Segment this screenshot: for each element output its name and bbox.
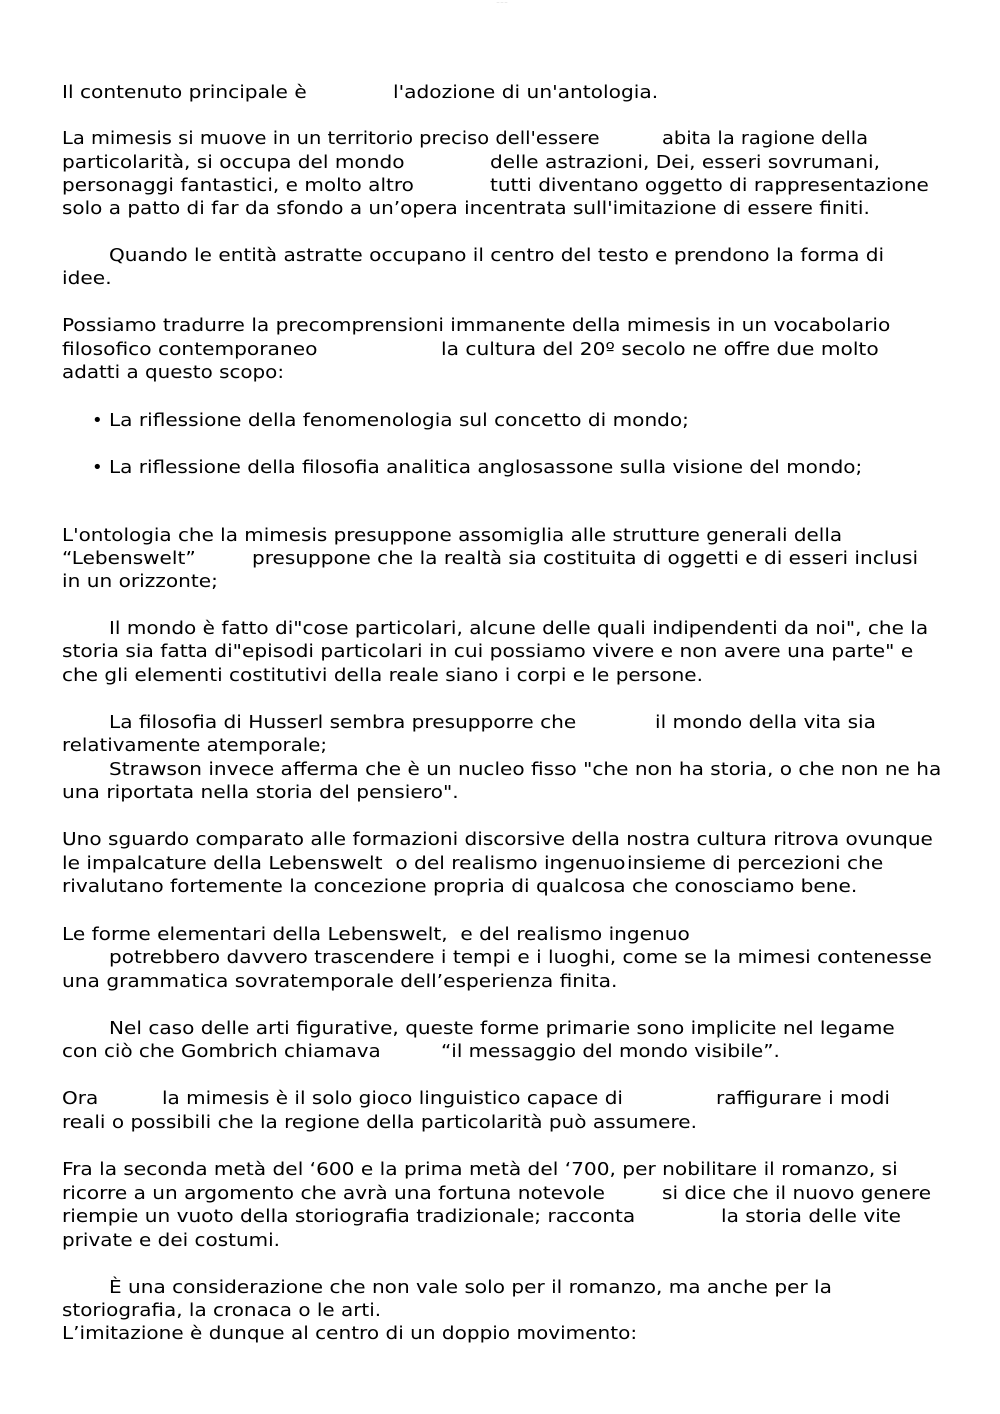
text-segment: riempie un vuoto della storiografia tradizionale; racconta bbox=[62, 1206, 636, 1227]
text-segment: Il mondo è fatto di"cose particolari, alcune delle quali indipendenti da noi", che la bbox=[109, 618, 929, 639]
text-segment: storiografia, la cronaca o le arti. bbox=[62, 1300, 382, 1321]
text-segment: La riflessione della fenomenologia sul concetto di mondo; bbox=[109, 410, 689, 431]
text-segment: La mimesis si muove in un territorio preciso dell'essere bbox=[62, 128, 600, 149]
text-segment: si dice che il nuovo genere bbox=[662, 1183, 932, 1204]
text-segment: relativamente atemporale; bbox=[62, 735, 328, 756]
text-segment: potrebbero davvero trascendere i tempi e i luoghi, come se la mimesi contenesse bbox=[109, 947, 932, 968]
text-segment: che gli elementi costitutivi della reale siano i corpi e le persone. bbox=[62, 665, 703, 686]
text-segment: reali o possibili che la regione della particolarità può assumere. bbox=[62, 1112, 697, 1133]
text-segment: La riflessione della filosofia analitica anglosassone sulla visione del mondo; bbox=[109, 457, 863, 478]
text-segment: Il contenuto principale è bbox=[62, 82, 307, 103]
text-segment: abita la ragione della bbox=[662, 128, 869, 149]
text-segment: Possiamo tradurre la precomprensioni immanente della mimesis in un vocabolario bbox=[62, 315, 891, 336]
text-segment: storia sia fatta di"episodi particolari in cui possiamo vivere e non avere una parte" e bbox=[62, 641, 914, 662]
text-segment: private e dei costumi. bbox=[62, 1230, 281, 1251]
text-segment: filosofico contemporaneo bbox=[62, 339, 318, 360]
text-segment: una riportata nella storia del pensiero". bbox=[62, 782, 459, 803]
text-segment: Uno sguardo comparato alle formazioni discorsive della nostra cultura ritrova ovunque bbox=[62, 829, 933, 850]
bullet-marker: • bbox=[92, 457, 103, 478]
text-segment: idee. bbox=[62, 268, 112, 289]
text-segment: È una considerazione che non vale solo per il romanzo, ma anche per la bbox=[109, 1277, 832, 1298]
text-segment: adatti a questo scopo: bbox=[62, 362, 285, 383]
text-segment: rivalutano fortemente la concezione propria di qualcosa che conosciamo bene. bbox=[62, 876, 858, 897]
text-segment: in un orizzonte; bbox=[62, 571, 218, 592]
text-segment: presuppone che la realtà sia costituita di oggetti e di esseri inclusi bbox=[252, 548, 919, 569]
header-mark: — — — bbox=[496, 0, 508, 4]
text-segment: la mimesis è il solo gioco linguistico capace di bbox=[162, 1088, 623, 1109]
text-segment: con ciò che Gombrich chiamava bbox=[62, 1041, 381, 1062]
text-segment: il mondo della vita sia bbox=[655, 712, 876, 733]
text-segment: una grammatica sovratemporale dell’esperienza finita. bbox=[62, 971, 618, 992]
text-segment: la storia delle vite bbox=[721, 1206, 902, 1227]
text-segment: L’imitazione è dunque al centro di un doppio movimento: bbox=[62, 1323, 638, 1344]
text-segment: La filosofia di Husserl sembra presupporre che bbox=[109, 712, 577, 733]
text-segment: raffigurare i modi bbox=[716, 1088, 890, 1109]
text-segment: L'ontologia che la mimesis presuppone assomiglia alle strutture generali della bbox=[62, 525, 843, 546]
text-segment: le impalcature della Lebenswelt o del realismo ingenuo bbox=[62, 853, 626, 874]
text-segment: Le forme elementari della Lebenswelt, e del realismo ingenuo bbox=[62, 924, 690, 945]
text-segment: Fra la seconda metà del ‘600 e la prima metà del ‘700, per nobilitare il romanzo, si bbox=[62, 1159, 898, 1180]
text-segment: l'adozione di un'antologia. bbox=[393, 82, 659, 103]
bullet-marker: • bbox=[92, 410, 103, 431]
text-segment: Nel caso delle arti figurative, queste forme primarie sono implicite nel legame bbox=[109, 1018, 895, 1039]
text-segment: personaggi fantastici, e molto altro bbox=[62, 175, 414, 196]
text-segment: ricorre a un argomento che avrà una fortuna notevole bbox=[62, 1183, 606, 1204]
text-segment: solo a patto di far da sfondo a un’opera incentrata sull'imitazione di essere finiti. bbox=[62, 198, 870, 219]
text-segment: Ora bbox=[62, 1088, 99, 1109]
text-segment: Strawson invece afferma che è un nucleo fisso "che non ha storia, o che non ne ha bbox=[109, 759, 942, 780]
text-segment: la cultura del 20º secolo ne offre due molto bbox=[441, 339, 879, 360]
text-segment: “il messaggio del mondo visibile”. bbox=[441, 1041, 780, 1062]
text-segment: particolarità, si occupa del mondo bbox=[62, 152, 405, 173]
text-segment: tutti diventano oggetto di rappresentazione bbox=[490, 175, 929, 196]
text-segment: “Lebenswelt” bbox=[62, 548, 196, 569]
text-segment: insieme di percezioni che bbox=[627, 853, 884, 874]
text-segment: Quando le entità astratte occupano il centro del testo e prendono la forma di bbox=[109, 245, 885, 266]
text-segment: delle astrazioni, Dei, esseri sovrumani, bbox=[490, 152, 881, 173]
